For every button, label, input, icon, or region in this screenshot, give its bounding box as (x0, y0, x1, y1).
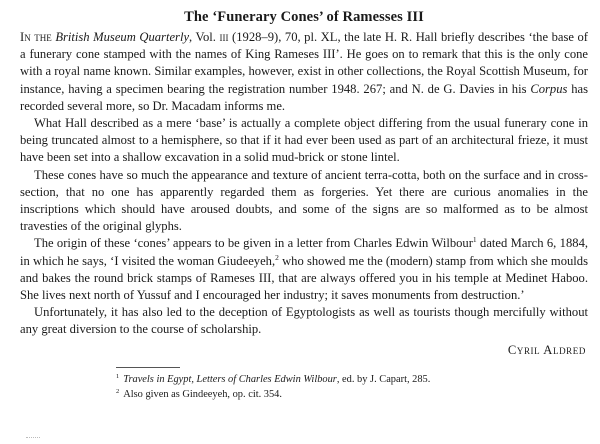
text-run: dated March 6, 1884, in which he says, ‘I visited the woman Giudeeyeh, (20, 236, 589, 268)
footnote-mark: 1 (116, 372, 120, 380)
paragraph-4 (20, 235, 588, 304)
article (20, 8, 588, 402)
footnote-mark: 2 (116, 387, 120, 395)
paragraph-2: What Hall described as a mere ‘base’ is actually a complete object differing from the usual funerary cone in being truncated almost to a hemisphere, so that if it had ever been used as part of an architectural frieze, it must have been set into a shallow excavation in a solid mud-brick or stone lintel. (20, 116, 588, 165)
footnote-2 (116, 387, 588, 402)
article-title: The ‘Funerary Cones’ of Ramesses III (184, 9, 424, 25)
footnote-divider (116, 367, 180, 368)
text-run: , Vol. (189, 30, 220, 44)
footnotes (116, 372, 588, 402)
journal-title: British Museum Quarterly (55, 30, 190, 44)
text-run: The origin of these ‘cones’ appears to be given in a letter from Charles Edwin Wilbour (34, 236, 473, 251)
page-edge-mark (26, 437, 40, 442)
corpus-title: Corpus (530, 81, 568, 96)
footnote-text: , ed. by J. Capart, 285. (336, 373, 431, 385)
footnote-ref-2[interactable]: 2 (275, 252, 279, 262)
author-signature: Cyril Aldred (507, 342, 586, 357)
paragraph-1 (20, 29, 588, 115)
footnote-1 (116, 372, 588, 387)
text-run: has recorded several more, so Dr. Macadam informs me. (20, 81, 589, 113)
text-run: (1928–9), 70, pl. XL, the late H. R. Hall briefly describes ‘the base of a funerary cone stamped with the names of King Rameses III’. He goes on to remark that this is the only cone with a royal name known. Similar examples, however, exist in other collections, the Royal Scottish Museum, for instance, having a specimen bearing the registration number 1948. 267; and N. de G. Davies in his (20, 30, 589, 96)
footnote-italic: Travels in Egypt, Letters of Charles Edwin Wilbour (123, 373, 337, 385)
footnote-ref-1[interactable]: 1 (472, 235, 477, 245)
paragraph-5: Unfortunately, it has also led to the deception of Egyptologists as well as tourists though mercifully without any great diversion to the course of scholarship. (20, 305, 588, 337)
text-run: who showed me the (modern) stamp from which she moulds and bakes the round brick stamps of Rameses III, that are always offered you in his temple at Medinet Haboo. She lives next north of Yussuf and I encouraged her industry; it saves monuments from destruction.’ (20, 253, 588, 303)
paragraph-3: These cones have so much the appearance and texture of ancient terra-cotta, both on the surface and in cross-section, that no one has apparently regarded them as forgeries. Yet there are curious anomalies in the inscriptions which should have aroused doubts, and some of the signs are so malformed as to be almost travesties of the original glyphs. (20, 167, 588, 234)
volume-number: iii (219, 30, 229, 44)
footnote-text: Also given as Gindeeyeh, op. cit. 354. (123, 388, 282, 400)
lead-small-caps: In the (20, 30, 52, 44)
